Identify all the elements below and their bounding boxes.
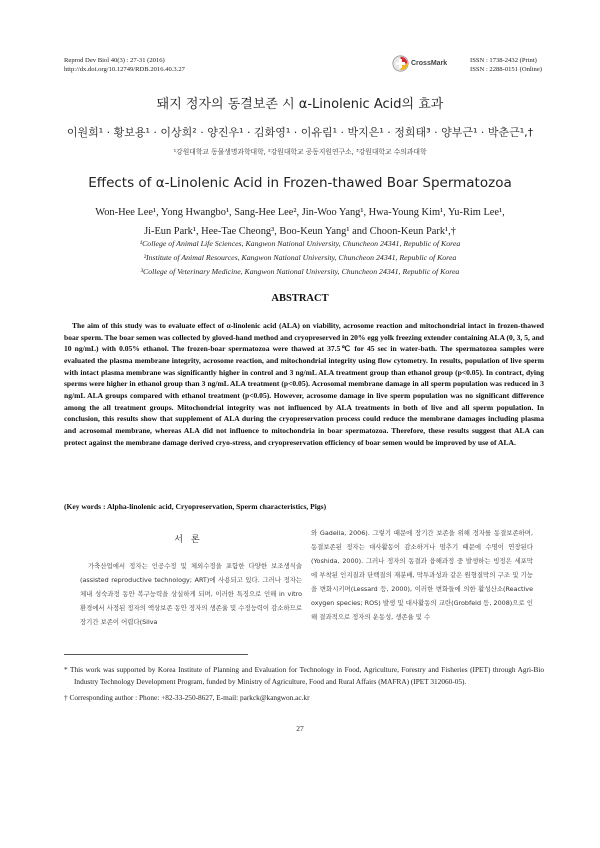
english-authors-line-1: Won-Hee Lee¹, Yong Hwangbo¹, Sang-Hee Lee², Jin-Woo Yang¹, Hwa-Young Kim¹, Yu-Rim Lee¹, — [95, 207, 505, 218]
footnote-divider — [64, 654, 248, 655]
crossmark-label: CrossMark — [411, 59, 448, 67]
journal-citation: Reprod Dev Biol 40(3) : 27-31 (2016) — [64, 57, 165, 64]
keywords: (Key words : Alpha-linolenic acid, Cryopreservation, Sperm characteristics, Pigs) — [64, 502, 327, 511]
doi-link[interactable]: http://dx.doi.org/10.12749/RDB.2016.40.3.27 — [64, 66, 185, 73]
crossmark-icon — [392, 55, 409, 72]
affiliation-3: ³College of Veterinary Medicine, Kangwon National University, Chuncheon 24341, Republic of Korea — [140, 267, 460, 276]
english-authors-line-2: Ji-Eun Park¹, Hee-Tae Cheong³, Boo-Keun Yang¹ and Choon-Keun Park¹,† — [144, 226, 456, 237]
abstract-heading: ABSTRACT — [271, 293, 329, 304]
korean-title: 돼지 정자의 동결보존 시 α-Linolenic Acid의 효과 — [156, 97, 444, 112]
english-authors — [0, 203, 600, 241]
intro-right-paragraph: 와 Gadella, 2006). 그렇기 때문에 장기간 보존을 위해 정자를 동결보존하며, 동결보존된 정자는 대사활동이 감소하거나 멈추기 때문에 수명이 연장된다(Yoshida, 2000). 그러나 정자의 동결과 융해과정 중 발생하는 빙정은 세포막에 부착된 인지질과 단백질의 재분배, 막투과성과 같은 원형질막의 구조 및 기능을 변화시키며(Lessard 등, 2000), 이러한 변화들에 의한 활성산소(Reactive oxygen species; ROS) 발생 및 대사활동의 교란(Grobfeld 등, 2008)으로 인해 결과적으로 정자의 운동성, 생존율 및 수 — [311, 529, 533, 621]
issn-print: ISSN : 1738-2432 (Print) — [470, 57, 537, 64]
english-title: Effects of α-Linolenic Acid in Frozen-thawed Boar Spermatozoa — [88, 175, 512, 191]
affiliation-1: ¹College of Animal Life Sciences, Kangwon National University, Chuncheon 24341, Republic of Korea — [139, 239, 461, 248]
issn-block — [470, 56, 542, 74]
intro-heading: 서론 — [174, 535, 208, 545]
intro-left-column — [80, 532, 302, 629]
issn-online: ISSN : 2288-0151 (Online) — [470, 66, 542, 73]
crossmark-badge[interactable] — [392, 52, 447, 74]
korean-affiliations: ¹강원대학교 동물생명과학대학, ²강원대학교 공동지원연구소, ³강원대학교 수의과대학 — [173, 148, 427, 156]
abstract-body: The aim of this study was to evaluate effect of α-linolenic acid (ALA) on viability, acrosome reaction and mitochondrial intact in frozen-thawed boar sperm. The boar semen was collected by gloved-hand method and cryopreserved in 20% egg yolk freezing extender containing ALA (0, 3, 5, and 10 ng/mL) with 0.05% ethanol. The frozen-boar spermatozoa were thawed at 37.5℃ for 45 sec in water-bath. The spermatozoa samples were evaluated the plasma membrane integrity, acrosome reaction, and mitochondrial integrity using flow cytometry. In results, population of live sperm with intact plasma membrane was significantly higher in control and 3 ng/mL ALA treatment group than ethanol group (p<0.05). In contract, dying sperms were higher in ethanol group than 3 ng/mL ALA treatment (p<0.05). Acrosomal membrane damage in all sperm population was reduced in 3 ng/mL ALA groups compared with ethanol treatment (p<0.05). However, acrosome damage in live sperm population was no significant difference among the all treatment groups. Mitochondrial integrity was not influenced by ALA treatments in both of live and all sperm population. In conclusion, this results show that supplement of ALA during the cryopreservation process could reduce the membrane damages including plasma and acrosomal membrane, whereas ALA did not influence to mitochondria in boar spermatozoa. Therefore, these results suggest that ALA can protect against the membrane damage derived cryo-stress, and cryopreservation efficiency of boar semen would be improved by use of ALA. — [64, 321, 544, 447]
page-number: 27 — [296, 724, 304, 733]
korean-authors: 이원희¹ · 황보용¹ · 이상희² · 양진우¹ · 김화영¹ · 이유림¹ · 박지은¹ · 정희태³ · 양부근¹ · 박춘근¹,† — [66, 126, 534, 139]
journal-header — [64, 56, 185, 74]
intro-right-column — [311, 526, 533, 624]
english-affiliations — [0, 237, 600, 279]
footnotes — [64, 664, 544, 708]
affiliation-2: ²Institute of Animal Resources, Kangwon National University, Chuncheon 24341, Republic of Korea — [143, 253, 457, 262]
intro-left-paragraph: 가축산업에서 정자는 인공수정 및 체외수정을 포함한 다양한 보조생식술(assisted reproductive technology; ART)에 사용되고 있다. 그러나 정자는 체내 성숙과정 동안 복구능력을 상실하게 되며, 이러한 특징으로 인해 in vitro 환경에서 사정된 정자의 액상보존 동안 정자의 생존율 및 수정능력이 감소하므로 장기간 보존이 어렵다(Silva — [80, 562, 303, 626]
corresponding-footnote: † Corresponding author : Phone: +82-33-250-8627, E-mail: parkck@kangwon.ac.kr — [64, 693, 310, 702]
funding-footnote: * This work was supported by Korea Institute of Planning and Evaluation for Technology in Food, Agriculture, Forestry and Fisheries (IPET) through Agri-Bio Industry Technology Development Program, funded by Ministry of Agriculture, Food and Rural Affairs (MAFRA) (IPET 312060-05). — [64, 665, 544, 686]
